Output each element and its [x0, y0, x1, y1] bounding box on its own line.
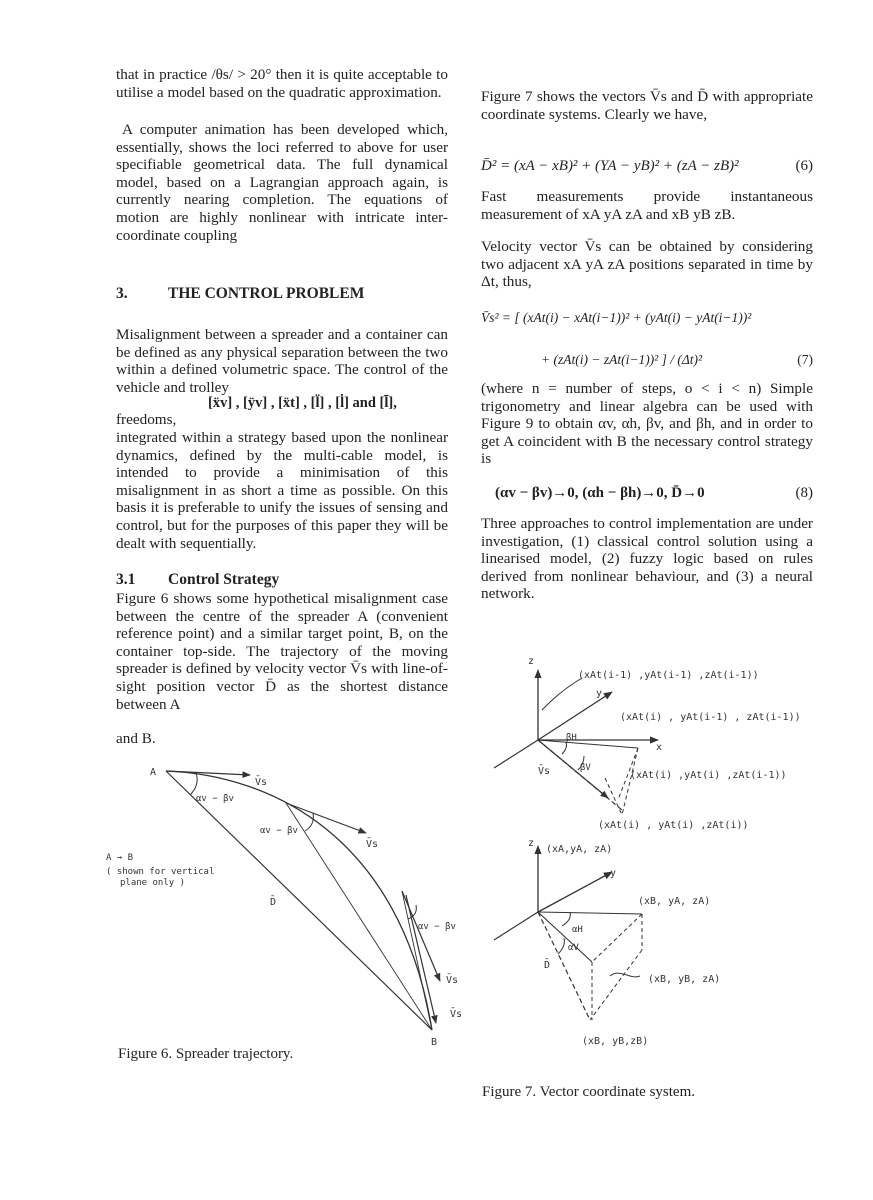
bottom-point-4: (xB, yB,zB)	[582, 1036, 649, 1047]
top-pointer-curve	[542, 678, 582, 710]
bottom-point-3: (xB, yB, zA)	[648, 974, 721, 985]
note-vertical-plane-2: plane only )	[120, 878, 186, 888]
bottom-y-label: y	[610, 868, 617, 879]
section-3-1-number: 3.1	[116, 571, 136, 588]
right-paragraph-3: Velocity vector V̄s can be obtained by considering two adjacent xA yA zA positions separated in time by Δt, thus,	[481, 238, 813, 291]
bottom-x-proj	[538, 912, 642, 914]
equation-6	[481, 158, 813, 175]
label-vs-3: V̄s	[446, 975, 459, 986]
left-paragraph-4: Figure 6 shows some hypothetical misalignment case between the centre of the spreader A (convenient reference point) and a similar target point, B, on the container top-side. The trajectory of the moving spreader is defined by velocity vector V̄s with line-of-sight position vector D̄ as the shortest distance between A	[116, 590, 448, 713]
label-vs-1: V̄s	[255, 777, 268, 788]
d-line-2	[286, 803, 432, 1030]
label-angle-3: αv − βv	[418, 922, 456, 932]
freedoms-word: freedoms,	[116, 411, 177, 428]
note-a-to-b: A → B	[106, 853, 134, 863]
label-vs-2: V̄s	[366, 839, 379, 850]
figure-7-top-diagram	[494, 656, 801, 831]
label-d: D̄	[270, 897, 277, 908]
bottom-y-axis	[538, 872, 612, 912]
bottom-pointer-curve	[610, 973, 640, 977]
equation-7-part-1: V̄s² = [ (xAt(i) − xAt(i−1))² + (yAt(i) − yAt(i−1))²	[481, 310, 752, 325]
bottom-alpha-h: αH	[572, 925, 583, 935]
top-y-label: y	[596, 688, 603, 699]
figure-6-spreader-trajectory	[100, 755, 480, 1055]
bottom-angle-av	[558, 938, 564, 954]
section-3-1-heading	[116, 571, 279, 589]
equation-7-number: (7)	[797, 352, 813, 367]
right-paragraph-2: Fast measurements provide instantaneous measurement of xA yA zA and xB yB zB.	[481, 188, 813, 223]
equation-8-number: (8)	[795, 485, 813, 501]
bottom-y-axis-back	[494, 912, 538, 940]
section-3-title: THE CONTROL PROBLEM	[168, 285, 365, 302]
bottom-dash-1	[592, 914, 642, 962]
equation-7-line-1	[481, 310, 813, 326]
equation-8-body: (αv − βv)→0, (αh − βh)→0, D̄→0	[495, 485, 705, 501]
bottom-dash-4	[590, 950, 642, 1020]
bottom-alpha-v: αV	[568, 943, 579, 953]
right-paragraph-5: Three approaches to control implementation are under investigation, (1) classical control solution using a linearised model, (2) fuzzy logic based on rules derived from nonlinear behaviour, and (3) a neural network.	[481, 515, 813, 603]
top-z-label: z	[528, 656, 535, 667]
top-proj-line	[538, 740, 638, 748]
top-dash-2	[622, 748, 638, 815]
freedoms-variables: [ẍv] , [ÿv] , [ẍt] , [l̈] , [l̇] and [l̄],	[208, 395, 397, 411]
figure-7-caption: Figure 7. Vector coordinate system.	[482, 1084, 696, 1100]
top-point-1: (xAt(i-1) ,yAt(i-1) ,zAt(i-1))	[578, 670, 759, 681]
left-paragraph-4-end: and B.	[116, 730, 156, 747]
figure-6-caption: Figure 6. Spreader trajectory.	[118, 1046, 294, 1062]
bottom-point-2: (xB, yA, zA)	[638, 896, 711, 907]
top-angle-bh	[562, 742, 567, 754]
top-beta-h: βH	[566, 733, 577, 743]
top-beta-v: βV	[580, 763, 591, 773]
top-vs-label: V̄s	[538, 766, 551, 777]
section-3-heading	[116, 285, 364, 303]
top-y-axis-back	[494, 740, 538, 768]
right-paragraph-4: (where n = number of steps, o < i < n) Simple trigonometry and linear algebra can be used with Figure 9 to obtain αv, αh, βv, and βh, and in order to get A coincident with B the necessary control strategy is	[481, 380, 813, 468]
section-3-number: 3.	[116, 285, 128, 302]
left-paragraph-3b: integrated within a strategy based upon the nonlinear dynamics, defined by the multi-cable model, is intended to provide a minimisation of this misalignment in as short a time as possible. On this basis it is preferable to unify the issues of sensing and control, but for the purposes of this paper they will be dealt with sequentially.	[116, 429, 448, 552]
label-a: A	[150, 767, 157, 778]
bottom-z-label: z	[528, 838, 535, 849]
right-paragraph-1: Figure 7 shows the vectors V̄s and D̄ with appropriate coordinate systems. Clearly we have,	[481, 88, 813, 123]
equation-6-number: (6)	[795, 158, 813, 174]
top-point-3: (xAt(i) ,yAt(i) ,zAt(i-1))	[630, 770, 787, 781]
vs-arrow-4	[406, 895, 436, 1023]
label-angle-1: αv − βv	[196, 794, 234, 804]
left-paragraph-2: A computer animation has been developed which, essentially, shows the loci referred to above for user specifiable geometrical data. The full dynamical model, based on a Lagrangian approach again, is currently nearing completion. The equations of motion are highly nonlinear with intricate inter-coordinate coupling	[116, 121, 448, 244]
section-3-1-title: Control Strategy	[168, 571, 280, 588]
label-b: B	[431, 1037, 438, 1048]
vs-arrow-1	[166, 771, 250, 775]
top-point-2: (xAt(i) , yAt(i-1) , zAt(i-1))	[620, 712, 801, 723]
left-paragraph-1: that in practice /θs/ > 20° then it is quite acceptable to utilise a model based on the quadratic approximation.	[116, 66, 448, 101]
bottom-proj-line	[538, 912, 592, 962]
top-x-label: x	[656, 742, 663, 753]
figure-7-vector-coordinate-system	[480, 650, 870, 1060]
figure-7-bottom-diagram	[494, 838, 720, 1047]
d-line-3	[402, 891, 432, 1030]
label-angle-2: αv − βv	[260, 826, 298, 836]
equation-7-part-2: + (zAt(i) − zAt(i−1))² ] / (Δt)²	[541, 352, 703, 367]
note-vertical-plane-1: ( shown for vertical	[106, 867, 215, 877]
bottom-angle-ah	[562, 912, 570, 926]
left-paragraph-3a: Misalignment between a spreader and a container can be defined as any physical separation between the two within a defined volumetric space. The control of the vehicle and trolley	[116, 326, 448, 396]
angle-arc-1	[190, 773, 197, 795]
bottom-point-a: (xA,yA, zA)	[546, 844, 613, 855]
equation-6-body: D̄² = (xA − xB)² + (YA − yB)² + (zA − zB)²	[481, 158, 739, 174]
label-vs-4: V̄s	[450, 1009, 463, 1020]
top-point-4: (xAt(i) , yAt(i) ,zAt(i))	[598, 820, 749, 831]
bottom-d-label: D̄	[544, 960, 551, 971]
